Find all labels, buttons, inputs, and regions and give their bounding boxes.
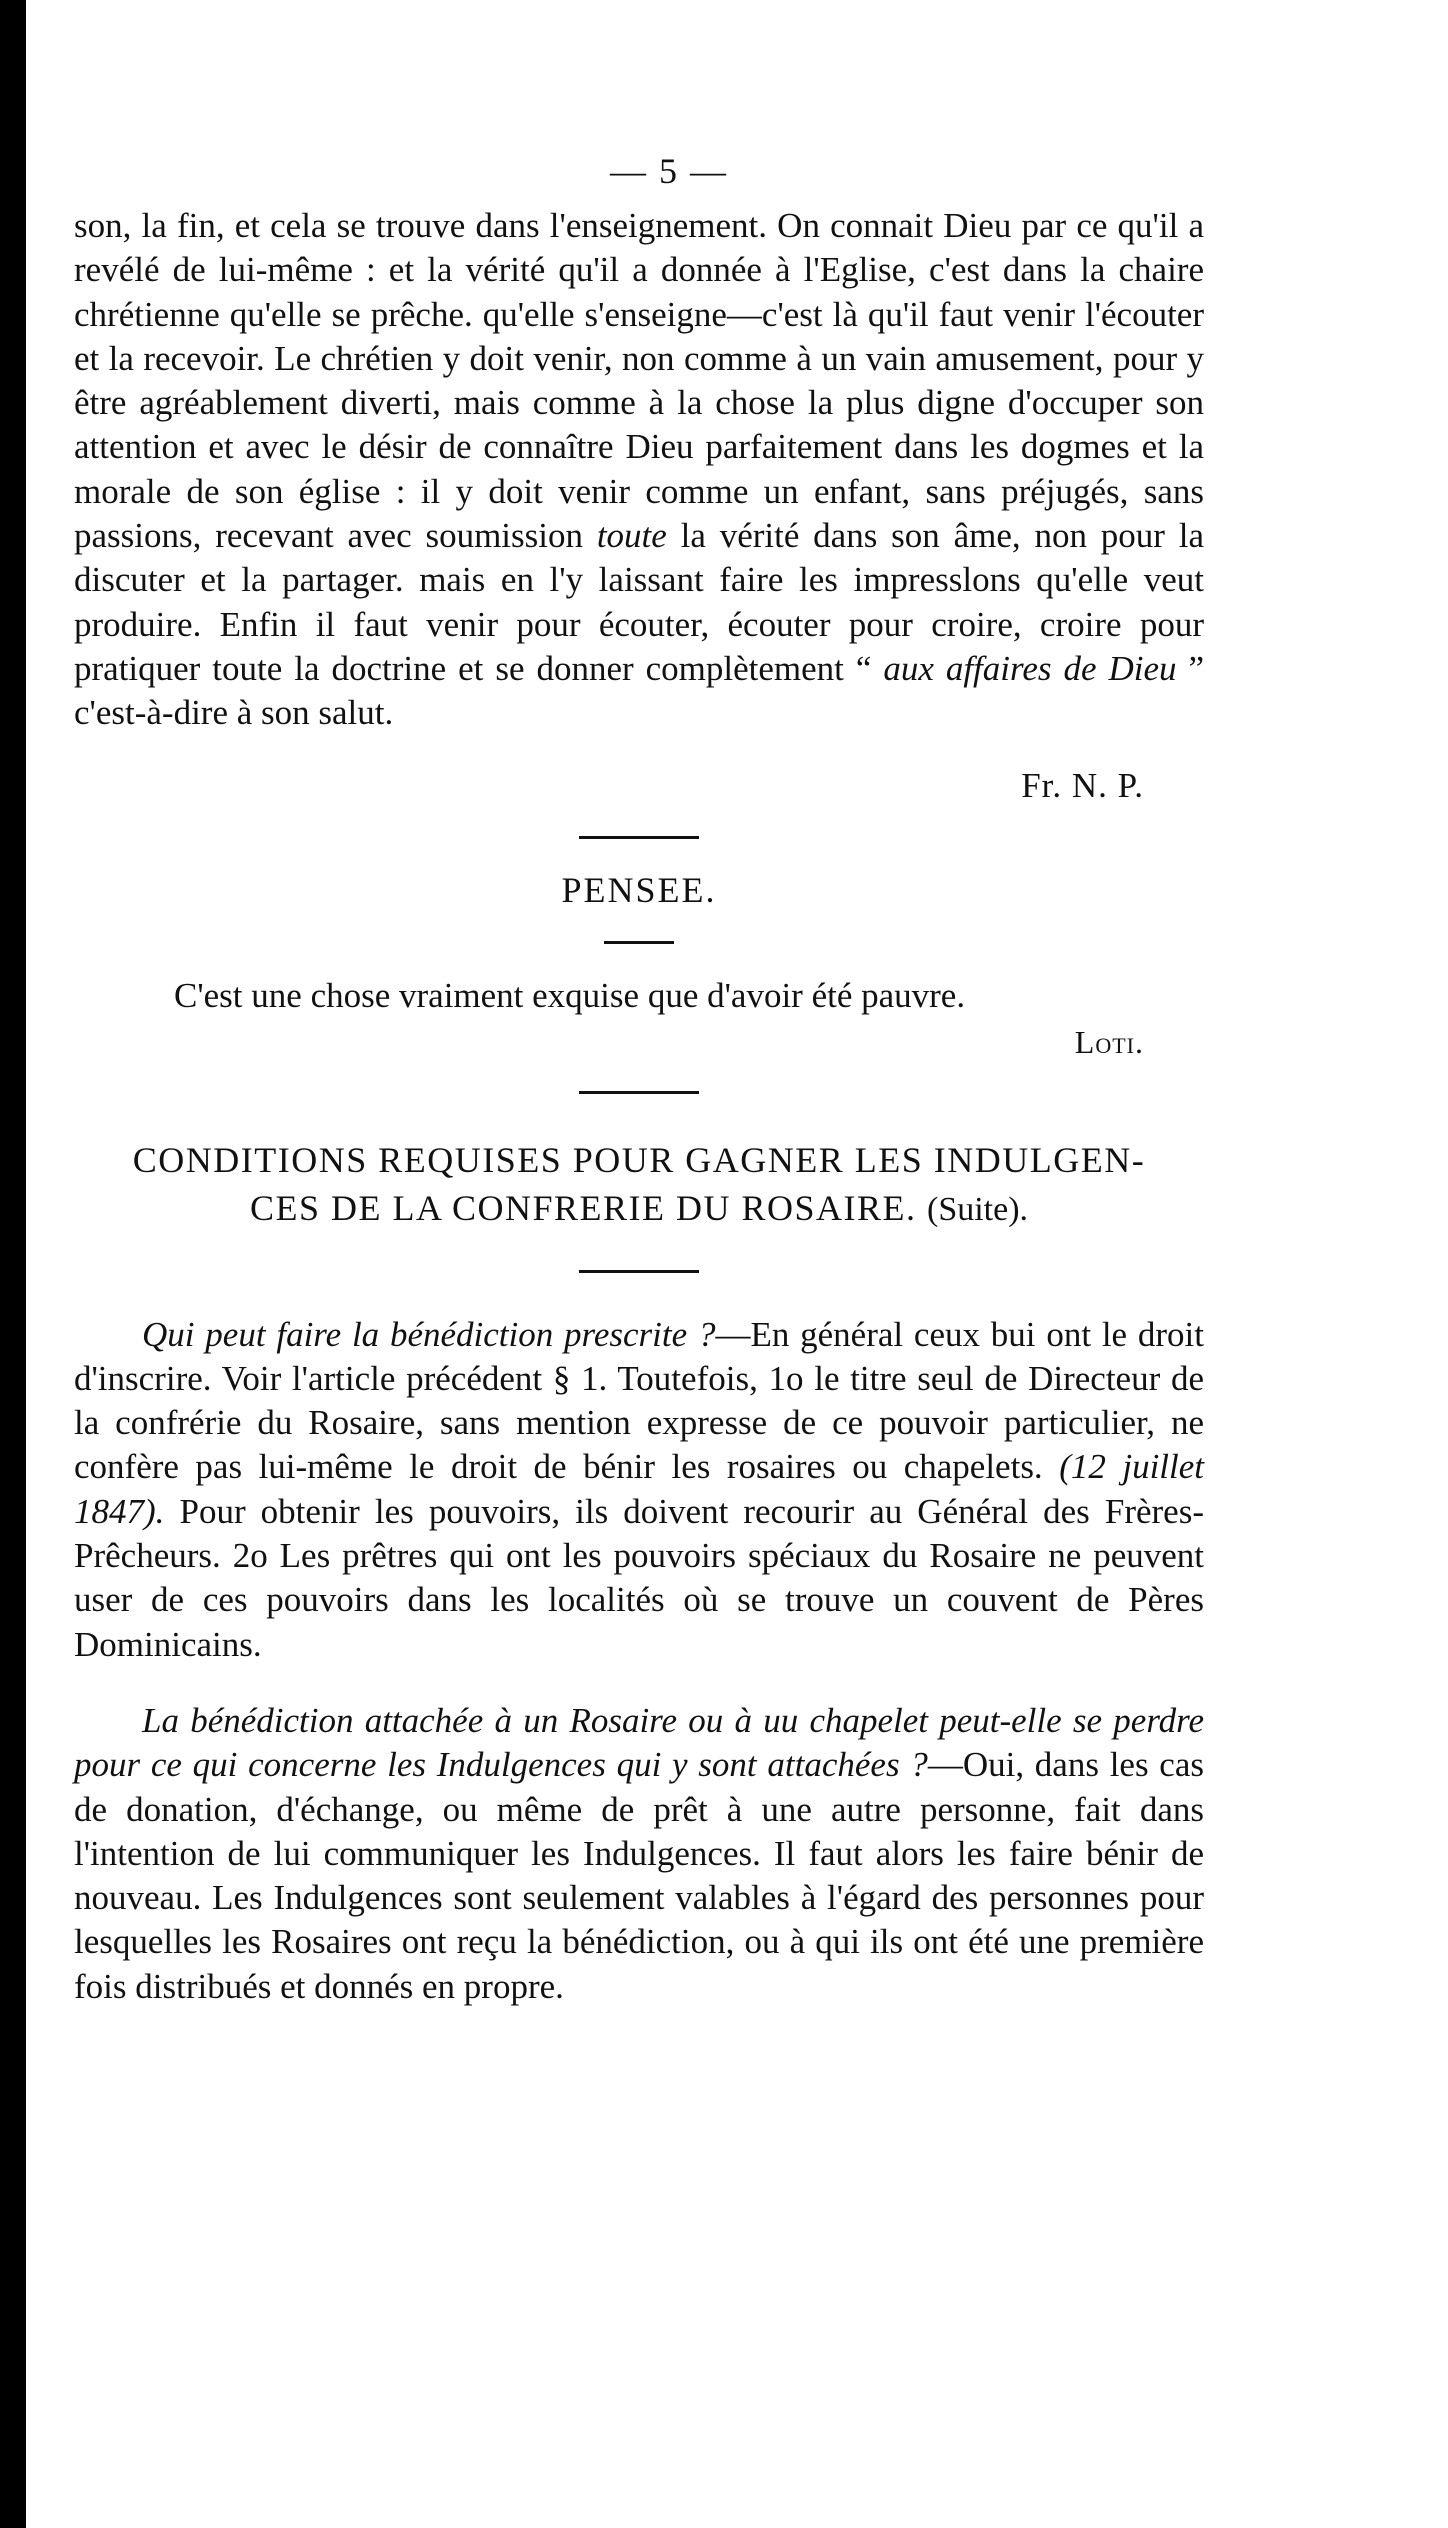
paragraph-text: ” c'est-à-dire à son salut. <box>74 648 1204 733</box>
pensee-quote: C'est une chose vraiment exquise que d'avoir été pauvre. <box>174 975 966 1015</box>
question-text: La bénédiction attachée à un Rosaire ou à uu chapelet peut-elle se perdre pour ce qui concerne les Indulgences qui y sont attachées ? <box>74 1700 1204 1785</box>
opening-paragraph <box>74 204 1204 736</box>
paragraph-text: son, la fin, et cela se trouve dans l'enseignement. On connait Dieu par ce qu'il a revélé de lui-même : et la vérité qu'il a donnée à l'Eglise, c'est dans la chaire chrétienne qu'elle se prêche. qu'elle s'enseigne—c'est là qu'il faut venir l'écouter et la recevoir. Le chrétien y doit venir, non comme à un vain amusement, pour y être agréablement diverti, mais comme à la chose la plus digne d'occuper son attention et avec le désir de connaître Dieu parfaitement dans les dogmes et la morale de son église : il y doit venir comme un enfant, sans préjugés, sans passions, recevant avec soumission <box>74 206 1204 556</box>
answer-text: —En général ceux bui ont le droit d'inscrire. Voir l'article précédent § 1. Toutefois, 1o le titre seul de Directeur de la confrérie du Rosaire, sans mention expresse de ce pouvoir particulier, ne confère pas lui-même le droit de bénir les rosaires ou chapelets. <box>74 1314 1204 1487</box>
signature: Fr. N. P. <box>1021 765 1144 805</box>
section-divider <box>579 1270 699 1273</box>
page-number: — 5 — <box>610 151 728 191</box>
answer-text: Pour obtenir les pouvoirs, ils doivent recourir au Général des Frères-Prêcheurs. 2o Les prêtres qui ont les pouvoirs spéciaux du Rosaire ne peuvent user de ces pouvoirs dans les localités où se trouve un couvent de Pères Dominicains. <box>74 1491 1204 1664</box>
section-divider <box>579 1091 699 1094</box>
title-text: CES DE LA CONFRERIE DU ROSAIRE. <box>249 1187 917 1228</box>
section-divider <box>579 836 699 839</box>
page <box>26 0 1448 2528</box>
conditions-paragraph-1 <box>74 1313 1204 1667</box>
conditions-title <box>74 1136 1204 1234</box>
quote-author: Loti. <box>1074 1023 1144 1060</box>
title-suite: (Suite). <box>927 1190 1029 1228</box>
date-text: (12 juillet 1847). <box>74 1447 1204 1531</box>
pensee-heading: PENSEE. <box>561 869 717 910</box>
emphasis-text: aux affaires de Dieu <box>883 648 1177 688</box>
page-content <box>74 150 1204 2009</box>
conditions-paragraph-2 <box>74 1699 1204 2009</box>
question-text: Qui peut faire la bénédiction prescrite ? <box>142 1314 716 1354</box>
title-line <box>74 1184 1204 1234</box>
section-divider <box>604 941 674 944</box>
emphasis-text: toute <box>596 516 667 556</box>
title-line: CONDITIONS REQUISES POUR GAGNER LES INDULGEN- <box>132 1139 1146 1180</box>
paragraph-text: la vérité dans son âme, non pour la discuter et la partager. mais en l'y laissant faire les impresslons qu'elle veut produire. Enfin il faut venir pour écouter, écouter pour croire, croire pour pratiquer toute la doctrine et se donner complètement “ <box>74 516 1205 688</box>
answer-text: —Oui, dans les cas de donation, d'échange, ou même de prêt à une autre personne, fait dans l'intention de lui communiquer les Indulgences. Il faut alors les faire bénir de nouveau. Les Indulgences sont seulement valables à l'égard des personnes pour lesquelles les Rosaires ont reçu la bénédiction, ou à qui ils ont été une première fois distribués et donnés en propre. <box>74 1745 1204 2006</box>
